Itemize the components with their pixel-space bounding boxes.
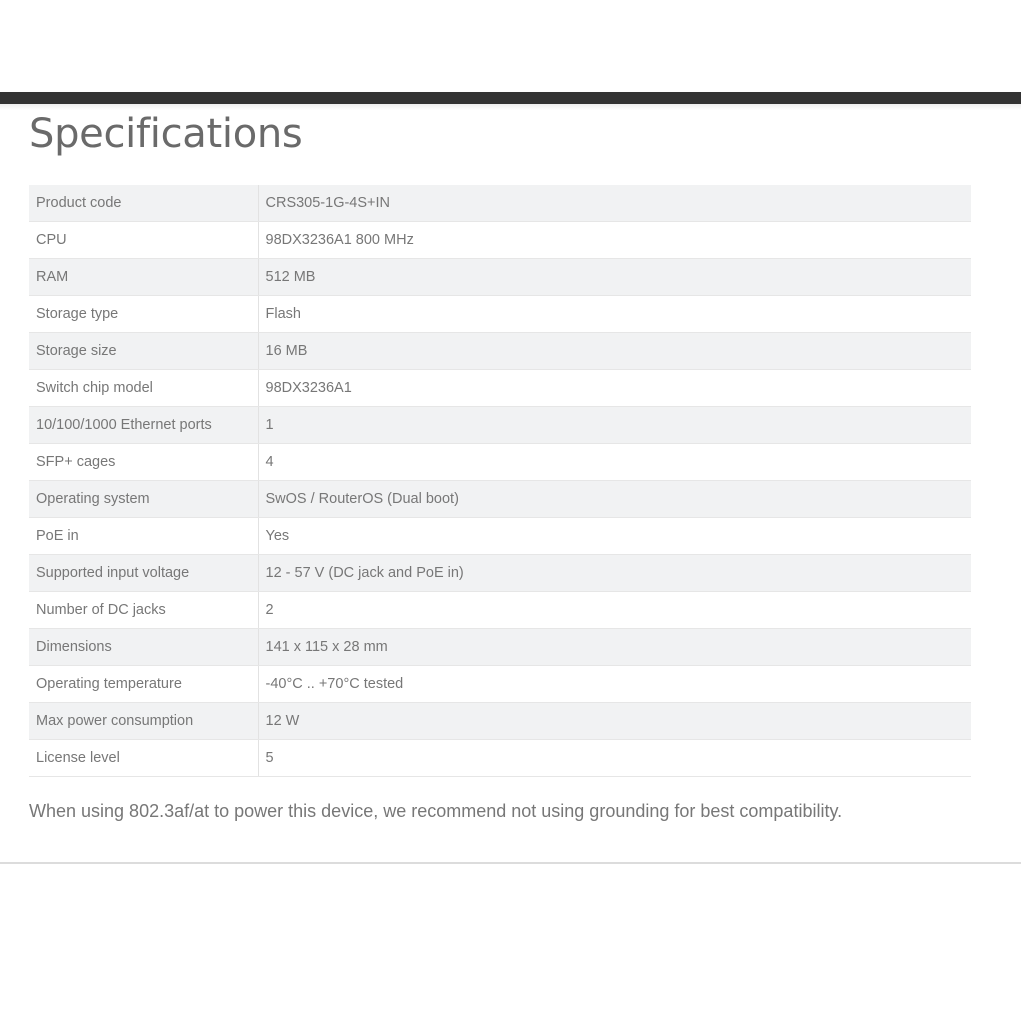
spec-row-cpu	[29, 222, 971, 259]
spec-row-sfp-cages	[29, 444, 971, 481]
spec-value: 1	[258, 407, 971, 444]
spec-value: 5	[258, 740, 971, 777]
spec-label: CPU	[29, 222, 258, 259]
grounding-note: When using 802.3af/at to power this device, we recommend not using grounding for best compatibility.	[29, 801, 843, 821]
spec-value: Flash	[258, 296, 971, 333]
spec-row-storage-type	[29, 296, 971, 333]
spec-row-poe-in	[29, 518, 971, 555]
spec-label: Operating temperature	[29, 666, 258, 703]
spec-label: License level	[29, 740, 258, 777]
spec-row-ethernet-ports	[29, 407, 971, 444]
spec-row-operating-temperature	[29, 666, 971, 703]
spec-row-dc-jacks	[29, 592, 971, 629]
spec-row-max-power	[29, 703, 971, 740]
spec-label: Dimensions	[29, 629, 258, 666]
spec-label: Max power consumption	[29, 703, 258, 740]
spec-value: CRS305-1G-4S+IN	[258, 185, 971, 222]
spec-value: 12 - 57 V (DC jack and PoE in)	[258, 555, 971, 592]
spec-value: 98DX3236A1	[258, 370, 971, 407]
header-bar	[0, 92, 1021, 104]
spec-row-switch-chip-model	[29, 370, 971, 407]
spec-value: 4	[258, 444, 971, 481]
section-divider	[0, 862, 1021, 864]
spec-label: Storage type	[29, 296, 258, 333]
spec-value: 98DX3236A1 800 MHz	[258, 222, 971, 259]
spec-row-operating-system	[29, 481, 971, 518]
spec-row-product-code	[29, 185, 971, 222]
spec-label: Supported input voltage	[29, 555, 258, 592]
spec-row-ram	[29, 259, 971, 296]
spec-row-storage-size	[29, 333, 971, 370]
specifications-table	[29, 185, 971, 777]
spec-value: 16 MB	[258, 333, 971, 370]
spec-value: 512 MB	[258, 259, 971, 296]
spec-value: -40°C .. +70°C tested	[258, 666, 971, 703]
spec-row-license-level	[29, 740, 971, 777]
page-title: Specifications	[29, 111, 303, 157]
spec-label: Number of DC jacks	[29, 592, 258, 629]
spec-value: 12 W	[258, 703, 971, 740]
spec-label: Product code	[29, 185, 258, 222]
spec-row-input-voltage	[29, 555, 971, 592]
spec-label: Switch chip model	[29, 370, 258, 407]
spec-label: RAM	[29, 259, 258, 296]
spec-label: SFP+ cages	[29, 444, 258, 481]
spec-label: Operating system	[29, 481, 258, 518]
spec-row-dimensions	[29, 629, 971, 666]
spec-value: 141 x 115 x 28 mm	[258, 629, 971, 666]
spec-value: 2	[258, 592, 971, 629]
spec-value: Yes	[258, 518, 971, 555]
spec-label: PoE in	[29, 518, 258, 555]
spec-label: 10/100/1000 Ethernet ports	[29, 407, 258, 444]
spec-label: Storage size	[29, 333, 258, 370]
spec-value: SwOS / RouterOS (Dual boot)	[258, 481, 971, 518]
